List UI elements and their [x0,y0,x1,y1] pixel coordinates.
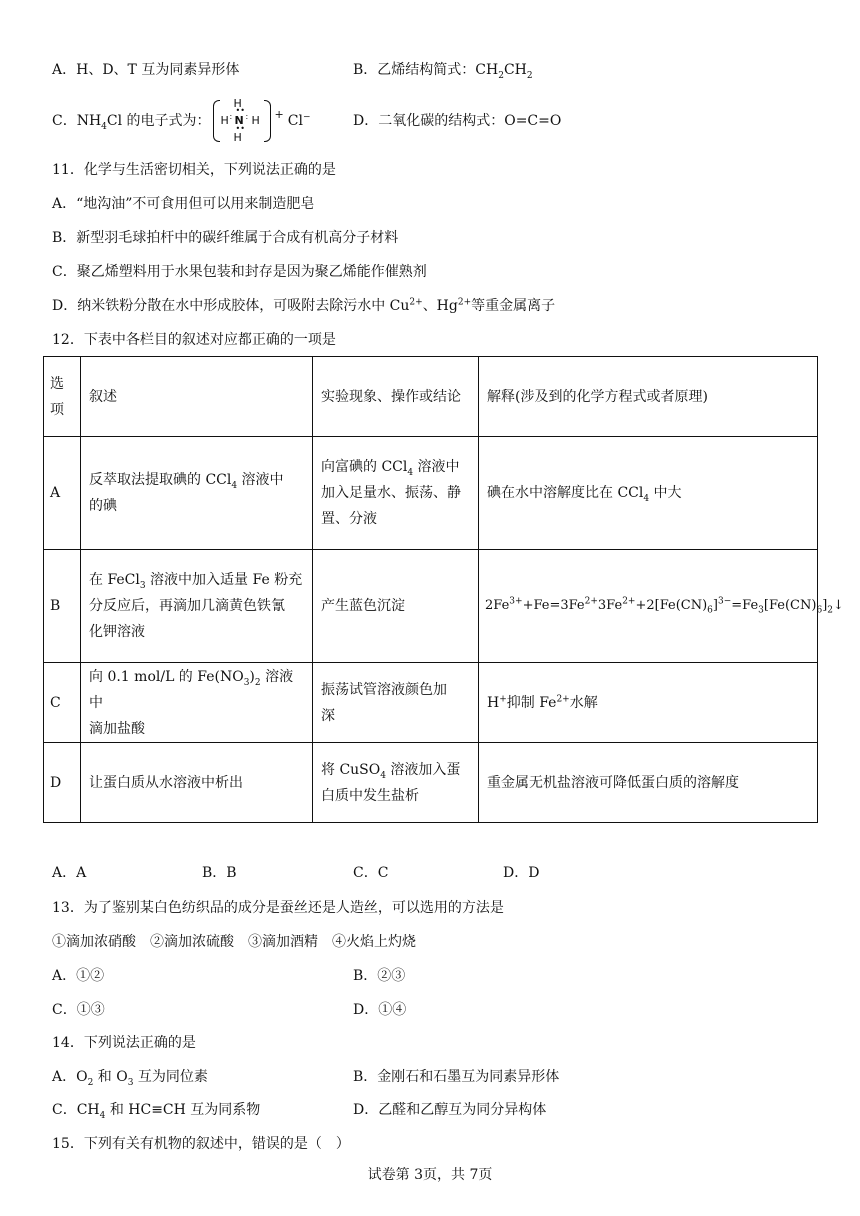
header-explanation: 解释(涉及到的化学方程式或者原理) [479,357,818,437]
row-a-experiment: 向富碘的 CCl$_4$ 溶液中 加入足量水、振荡、静 置、分液 [313,437,479,550]
q14-option-b: B．金刚石和石墨互为同素异形体 [353,1069,560,1085]
table-row-c [44,663,818,743]
table-row-b [44,550,818,663]
row-b-option: B [44,550,81,663]
q14-option-d: D．乙醛和乙醇互为同分异构体 [353,1102,547,1118]
q14-option-a: A．$O_2$ 和 $O_3$ 互为同位素 [52,1069,208,1088]
row-a-option: A [44,437,81,550]
q14-stem: 14．下列说法正确的是 [52,1035,196,1051]
q11-option-d: D．纳米铁粉分散在水中形成胶体，可吸附去除污水中 $Cu^{2+}$、$Hg^{2+}$等重金属离子 [52,297,556,314]
q13-option-a: A．①② [52,968,105,984]
row-c-option: C [44,663,81,743]
q12-table [43,356,844,823]
row-c-experiment: 振荡试管溶液颜色加 深 [313,663,479,743]
q11-option-b: B．新型羽毛球拍杆中的碳纤维属于合成有机高分子材料 [52,230,399,246]
table-header-row [44,357,818,437]
row-d-option: D [44,743,81,823]
q13-option-d: D．①④ [353,1002,407,1018]
q15-stem: 15．下列有关有机物的叙述中，错误的是（ ） [52,1136,350,1152]
header-option: 选 项 [44,357,81,437]
row-c-description: 向 0.1 mol/L 的 $Fe(NO_3)_2$ 溶液中 滴加盐酸 [81,663,313,743]
header-description: 叙述 [81,357,313,437]
q12-choice-d: D．D [503,865,540,881]
q11-stem: 11．化学与生活密切相关，下列说法正确的是 [52,162,336,178]
table-row-a [44,437,818,550]
row-b-description: 在 FeCl$_3$ 溶液中加入适量 Fe 粉充 分反应后，再滴加几滴黄色铁氰 化钾溶液 [81,550,313,663]
page-footer: 试卷第 3页，共 7页 [367,1167,493,1183]
row-d-experiment: 将 CuSO$_4$ 溶液加入蛋 白质中发生盐析 [313,743,479,823]
ammonium-lewis-structure: H •• H : N : H •• H [213,98,271,144]
q13-stem: 13．为了鉴别某白色纺织品的成分是蚕丝还是人造丝，可以选用的方法是 [52,900,504,916]
row-b-explanation: $2Fe^{3+}+Fe=3Fe^{2+}3Fe^{2+}+2[Fe(CN)_6]^{3-}=Fe_3[Fe(CN)_6]_2↓$ [479,550,818,663]
q10-option-a: A．H、D、T 互为同素异形体 [52,62,240,78]
q11-option-a: A．“地沟油”不可食用但可以用来制造肥皂 [52,196,315,212]
q12-choice-a: A．A [52,865,87,881]
row-b-experiment: 产生蓝色沉淀 [313,550,479,663]
q10-option-d: D．二氧化碳的结构式：O=C=O [353,113,562,129]
row-d-explanation: 重金属无机盐溶液可降低蛋白质的溶解度 [479,743,818,823]
q12-choice-c: C．C [353,865,389,881]
q10-option-c: C．$NH_4Cl$ 的电子式为： H •• H : N : H •• H + Cl− [52,97,311,144]
q13-option-c: C．①③ [52,1002,105,1018]
row-a-description: 反萃取法提取碘的 CCl$_4$ 溶液中 的碘 [81,437,313,550]
q12-stem: 12．下表中各栏目的叙述对应都正确的一项是 [52,332,336,348]
row-a-explanation: 碘在水中溶解度比在 CCl$_4$ 中大 [479,437,818,550]
table-row-d [44,743,818,823]
q10-option-b: B．乙烯结构简式：$CH_2CH_2$ [353,62,533,81]
q11-option-c: C．聚乙烯塑料用于水果包装和封存是因为聚乙烯能作催熟剂 [52,264,427,280]
row-d-description: 让蛋白质从水溶液中析出 [81,743,313,823]
q14-option-c: C．$CH_4$ 和 HC≡CH 互为同系物 [52,1102,261,1121]
header-experiment: 实验现象、操作或结论 [313,357,479,437]
row-c-explanation: H+抑制 $Fe^{2+}$水解 [479,663,818,743]
q13-option-b: B．②③ [353,968,406,984]
q12-choice-b: B．B [202,865,237,881]
q13-methods: ①滴加浓硝酸 ②滴加浓硫酸 ③滴加酒精 ④火焰上灼烧 [52,934,416,950]
